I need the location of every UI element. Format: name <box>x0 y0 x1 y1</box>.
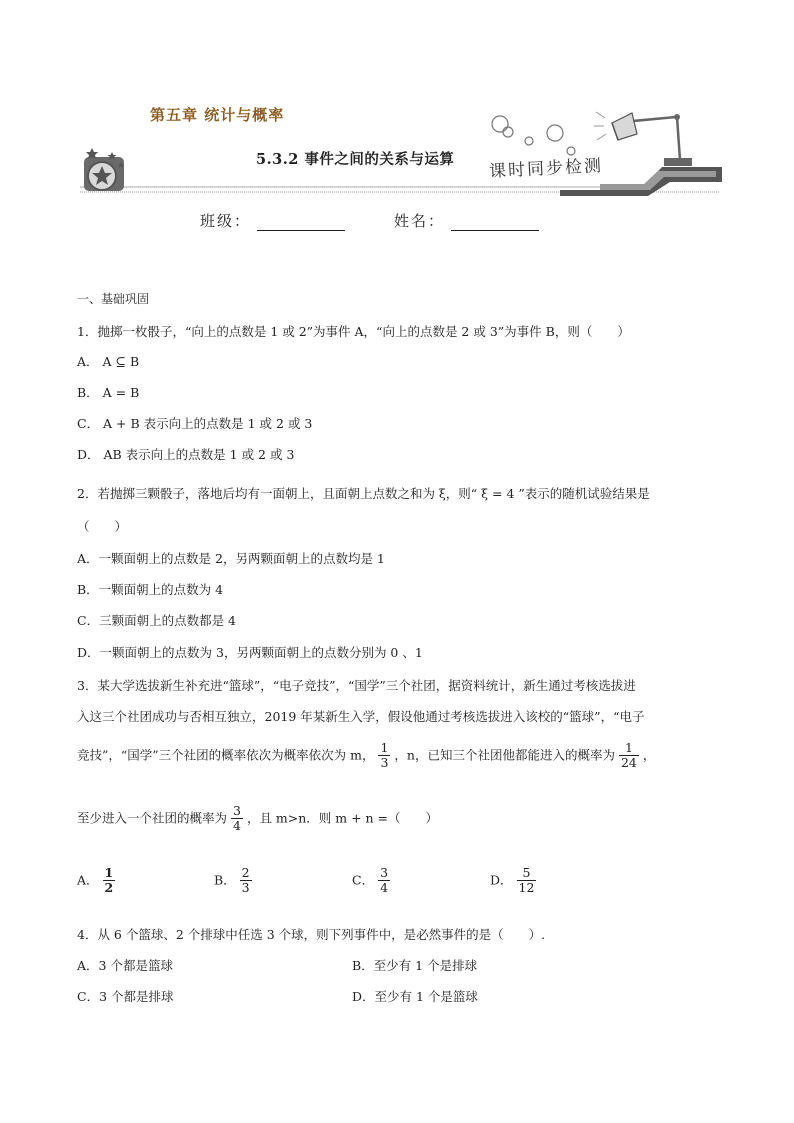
q3-line3-text-b: ，n，已知三个社团他都能进入的概率为 <box>394 747 615 763</box>
name-blank[interactable] <box>451 216 539 231</box>
q2-option-d[interactable]: D．一颗面朝上的点数为 3，另两颗面朝上的点数分别为 0 、1 <box>77 645 423 660</box>
name-label: 姓名： <box>394 212 446 230</box>
class-label: 班级： <box>200 212 252 230</box>
q1-option-a[interactable]: A． A ⊆ B <box>77 354 140 369</box>
q3-line3-text-c: ， <box>642 747 656 763</box>
q3-option-a[interactable] <box>77 866 115 896</box>
q2-stem-line1: 2．若抛掷三颗骰子，落地后均有一面朝上，且面朝上点数之和为 ξ，则“ ξ = 4 ”表示的随机试验结果是 <box>77 486 650 501</box>
class-field[interactable] <box>200 210 345 231</box>
star-medal-icon <box>84 148 124 191</box>
q1-stem: 1．抛掷一枚骰子，“向上的点数是 1 或 2”为事件 A，“向上的点数是 2 或 3”为事件 B，则（ ） <box>77 324 630 339</box>
q3-line1: 3．某大学选拔新生补充进“篮球”，“电子竞技”，“国学”三个社团，据资料统计，新生通过考核选拔进 <box>77 678 636 693</box>
q4-option-d[interactable]: D．至少有 1 个是篮球 <box>352 989 478 1004</box>
q2-option-c[interactable]: C．三颗面朝上的点数都是 4 <box>77 613 236 628</box>
q3-option-b[interactable] <box>214 866 252 896</box>
header-banner <box>0 0 794 210</box>
q3-option-a-label: A． <box>77 872 99 888</box>
q3-line2: 入这三个社团成功与否相互独立，2019 年某新生入学，假设他通过考核选拔进入该校的“篮球”，“电子 <box>77 709 645 724</box>
q3-fraction-one-24th: $\frac{1}{24}$ <box>620 740 637 771</box>
q3-option-d-label: D． <box>490 872 513 888</box>
q1-option-d[interactable]: D． AB 表示向上的点数是 1 或 2 或 3 <box>77 447 295 462</box>
section-title: 一、基础巩固 <box>77 292 150 306</box>
lesson-title: 5.3.2 事件之间的关系与运算 <box>256 151 455 168</box>
chapter-title: 第五章 统计与概率 <box>150 106 285 124</box>
q2-stem-line2: （ ） <box>77 519 128 534</box>
q3-option-d[interactable] <box>490 866 536 896</box>
q1-option-b[interactable]: B． A = B <box>77 385 140 400</box>
q3-fraction-one-third: $\frac{1}{3}$ <box>380 740 389 771</box>
q4-stem: 4．从 6 个篮球、2 个排球中任选 3 个球，则下列事件中，是必然事件的是（ ）. <box>77 927 546 942</box>
q3-fraction-three-quarters: $\frac{3}{4}$ <box>233 803 241 834</box>
q4-option-b[interactable]: B．至少有 1 个是排球 <box>352 958 478 973</box>
q3-line3 <box>77 741 655 771</box>
q3-option-d-fraction: $\frac{5}{12}$ <box>518 865 535 896</box>
q3-option-b-label: B． <box>214 872 236 888</box>
q1-option-c[interactable]: C． A + B 表示向上的点数是 1 或 2 或 3 <box>77 416 313 431</box>
q2-option-b[interactable]: B．一颗面朝上的点数为 4 <box>77 582 224 597</box>
desk-lamp-icon <box>594 112 692 166</box>
q3-option-c-label: C． <box>352 872 375 888</box>
q2-option-a[interactable]: A．一颗面朝上的点数是 2，另两颗面朝上的点数均是 1 <box>77 551 385 566</box>
banner-tagline: 课时同步检测 <box>488 156 604 182</box>
q3-option-c-fraction: $\frac{3}{4}$ <box>380 865 389 896</box>
q3-line4 <box>77 804 438 834</box>
class-blank[interactable] <box>257 216 345 231</box>
q3-option-b-fraction: $\frac{2}{3}$ <box>241 865 250 896</box>
q3-line4-text-b: ，且 m>n．则 m + n =（ ） <box>246 810 439 826</box>
name-field[interactable] <box>394 210 539 231</box>
q3-line4-text-a: 至少进入一个社团的概率为 <box>77 810 228 826</box>
q3-line3-text-a: 竞技”，“国学”三个社团的概率依次为概率依次为 m， <box>77 747 375 763</box>
q4-option-c[interactable]: C．3 个都是排球 <box>77 989 174 1004</box>
q3-option-c[interactable] <box>352 866 390 896</box>
bubbles-icon <box>492 116 575 155</box>
q3-option-a-fraction: $\frac{1}{2}$ <box>104 865 114 896</box>
q4-option-a[interactable]: A．3 个都是篮球 <box>77 958 173 973</box>
